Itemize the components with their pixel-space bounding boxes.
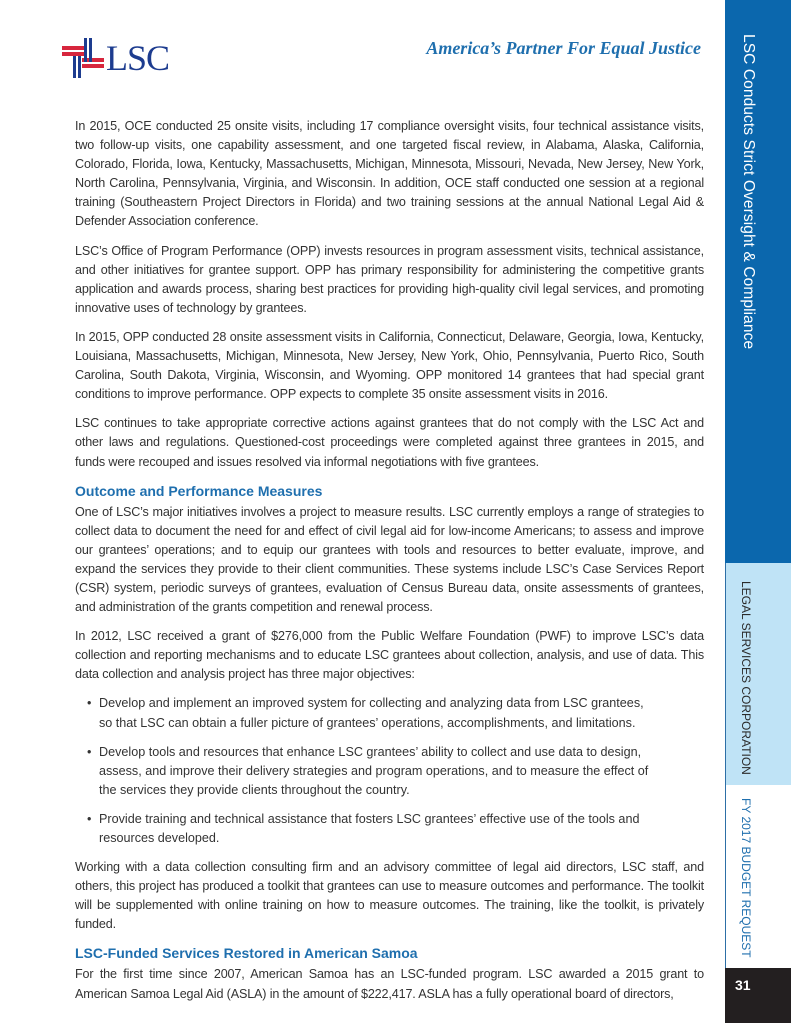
lsc-cross-icon (62, 38, 104, 78)
page-number: 31 (735, 977, 751, 993)
heading-outcome-measures: Outcome and Performance Measures (75, 482, 323, 499)
paragraph-toolkit: Working with a data collection consulting firm and an advisory committee of legal aid directors, LSC staff, and others, this project has produced a toolkit that grantees can use to measure outcomes and performance. The toolkit will be supplemented with online training on how to measure outcomes. The training, like the toolkit, is privately funded. (75, 860, 704, 932)
lsc-logo (62, 38, 172, 78)
heading-american-samoa: LSC-Funded Services Restored in American Samoa (75, 945, 418, 962)
sidebar-section-page (725, 968, 791, 1023)
section-title: LSC Conducts Strict Oversight & Compliance (740, 34, 757, 350)
sidebar-section-title (725, 0, 791, 563)
paragraph-corrective-actions: LSC continues to take appropriate corrective actions against grantees that do not comply with the LSC Act and other laws and regulations. Questioned-cost proceedings were completed against three grantees in 2015, and funds were recouped and issues resolved via informal negotiations with five grantees. (75, 416, 704, 469)
main-content (75, 117, 704, 1014)
paragraph-opp-overview: LSC’s Office of Program Performance (OPP) invests resources in program assessment visits, technical assistance, and other initiatives for grantee support. OPP has primary responsibility for administering the competitive grants application and awards process, sharing best practices for providing high-quality civil legal services, and promoting innovative uses of technology by grantees. (75, 243, 704, 315)
sidebar-section-document (725, 785, 791, 968)
paragraph-pwf-grant: In 2012, LSC received a grant of $276,000 from the Public Welfare Foundation (PWF) to improve LSC’s data collection and reporting mechanisms and to educate LSC grantees about collection, analysis, and use of data. This data collection and analysis project has three major objectives: (75, 629, 704, 682)
paragraph-oce-visits: In 2015, OCE conducted 25 onsite visits, including 17 compliance oversight visits, four technical assistance visits, two follow-up visits, one capability assessment, and one targeted fiscal review, in Alabama, Alaska, California, Colorado, Florida, Iowa, Kentucky, Massachusetts, Michigan, Minnesota, Missouri, Nevada, New Jersey, New York, North Carolina, Pennsylvania, Virginia, and Wisconsin. In addition, OCE staff conducted one session at a regional training (Southeastern Project Directors in Florida) and two training sessions at the annual National Legal Aid & Defender Association conference. (75, 119, 704, 229)
list-item: • Provide training and technical assistance that fosters LSC grantees’ effective use of the tools and resources developed. (89, 810, 649, 848)
objectives-list (75, 694, 649, 848)
document-name: FY 2017 BUDGET REQUEST (739, 798, 753, 958)
tagline: America’s Partner For Equal Justice (426, 38, 701, 58)
sidebar-section-organization (725, 563, 791, 785)
logo-wordmark: LSC (106, 38, 170, 78)
list-item: • Develop and implement an improved system for collecting and analyzing data from LSC grantees, so that LSC can obtain a fuller picture of grantees’ operations, accomplishments, and limitations. (89, 694, 649, 732)
organization-name: LEGAL SERVICES CORPORATION (739, 581, 753, 775)
paragraph-measure-results: One of LSC’s major initiatives involves a project to measure results. LSC currently employs a range of strategies to collect data to document the need for and effect of civil legal aid for low-income Americans; to assess and improve our grantees’ operations; and to equip our grantees with tools and resources to better evaluate, improve, and expand the services they provide to their client communities. These systems include LSC’s Case Services Report (CSR) system, periodic surveys of grantees, evaluation of Census Bureau data, onsite assessments of grantees, and administration of the grants competition and renewal process. (75, 504, 704, 615)
paragraph-opp-visits: In 2015, OPP conducted 28 onsite assessment visits in California, Connecticut, Delaware, Georgia, Iowa, Kentucky, Louisiana, Massachusetts, Michigan, Minnesota, New Jersey, New York, Ohio, Pennsylvania, Puerto Rico, South Carolina, South Dakota, Virginia, Wisconsin, and Wyoming. OPP monitored 14 grantees that had special grant conditions to improve performance. OPP expects to complete 35 onsite assessment visits in 2016. (75, 329, 704, 402)
paragraph-american-samoa: For the first time since 2007, American Samoa has an LSC-funded program. LSC awarded a 2015 grant to American Samoa Legal Aid (ASLA) in the amount of $222,417. ASLA has a fully operational board of directors, (75, 967, 704, 1001)
sidebar-tab (725, 0, 791, 1023)
list-item: • Develop tools and resources that enhance LSC grantees’ ability to collect and use data to design, assess, and improve their delivery strategies and program operations, and to measure the effect of the services they provide clients throughout the country. (89, 743, 649, 800)
